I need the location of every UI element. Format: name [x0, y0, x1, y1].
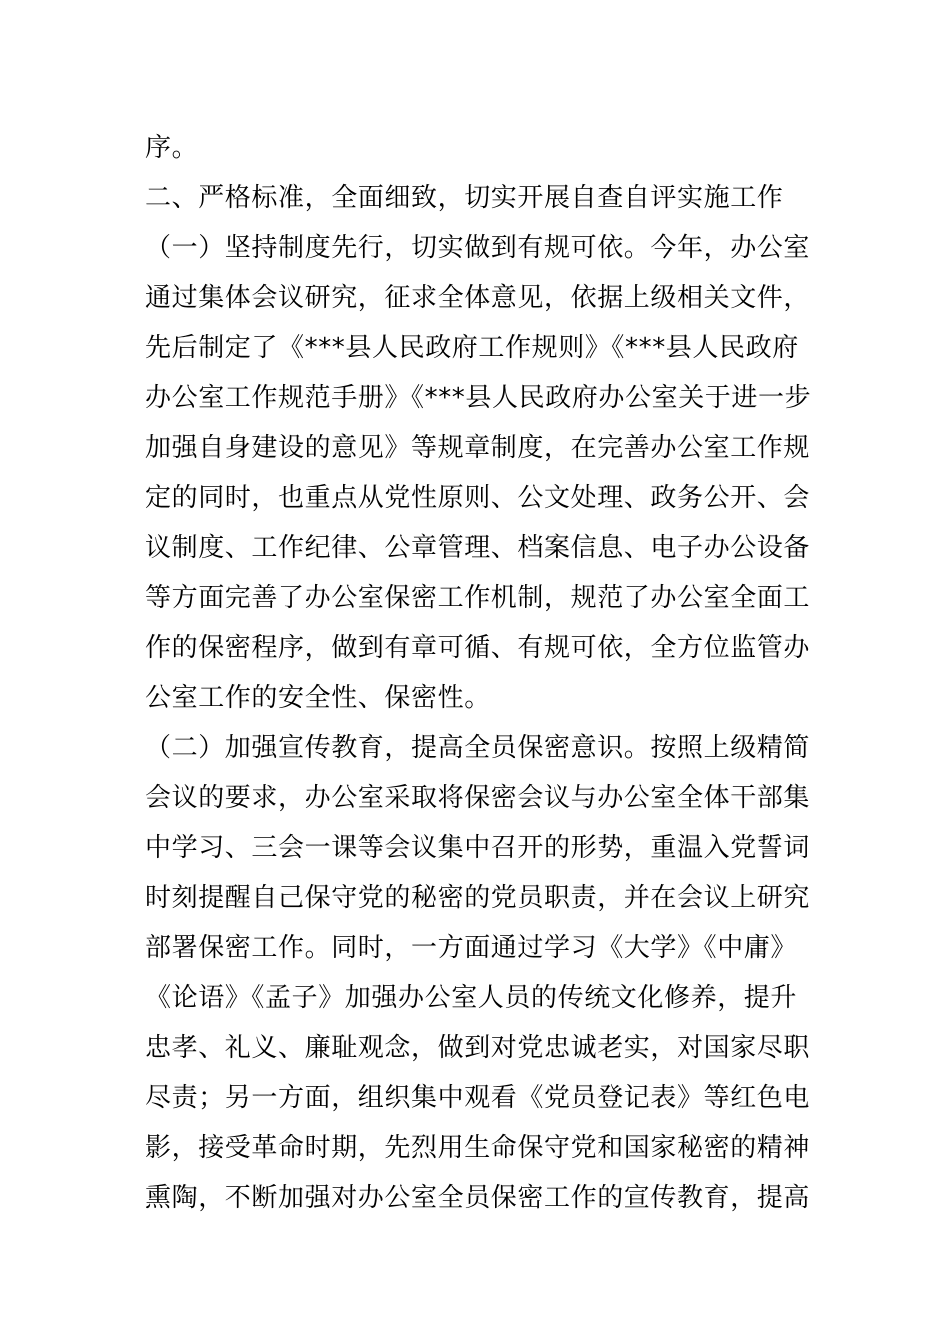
text-line: 《论语》《孟子》加强办公室人员的传统文化修养，提升: [145, 983, 798, 1013]
section-heading: 二、严格标准，全面细致，切实开展自查自评实施工作: [145, 183, 784, 213]
text-line: 忠孝、礼义、廉耻观念，做到对党忠诚老实，对国家尽职: [145, 1033, 811, 1063]
text-line: 等方面完善了办公室保密工作机制，规范了办公室全面工: [145, 583, 811, 613]
text-line: 先后制定了《***县人民政府工作规则》《***县人民政府: [145, 333, 799, 363]
text-line: 公室工作的安全性、保密性。: [145, 683, 491, 713]
text-line: 时刻提醒自己保守党的秘密的党员职责，并在会议上研究: [145, 883, 811, 913]
text-line: （二）加强宣传教育，提高全员保密意识。按照上级精简: [145, 733, 811, 763]
text-line: 部署保密工作。同时，一方面通过学习《大学》《中庸》: [145, 933, 798, 963]
text-line: 作的保密程序，做到有章可循、有规可依，全方位监管办: [145, 633, 811, 663]
text-line: 加强自身建设的意见》等规章制度，在完善办公室工作规: [145, 433, 811, 463]
text-line: 会议的要求，办公室采取将保密会议与办公室全体干部集: [145, 783, 811, 813]
text-line: 尽责；另一方面，组织集中观看《党员登记表》等红色电: [145, 1083, 811, 1113]
text-line: 熏陶，不断加强对办公室全员保密工作的宣传教育，提高: [145, 1183, 811, 1213]
text-line: 办公室工作规范手册》《***县人民政府办公室关于进一步: [145, 383, 812, 413]
text-line: 中学习、三会一课等会议集中召开的形势，重温入党誓词: [145, 833, 811, 863]
text-line: 议制度、工作纪律、公章管理、档案信息、电子办公设备: [145, 533, 811, 563]
text-line: 序。: [145, 133, 199, 163]
text-line: 影，接受革命时期，先烈用生命保守党和国家秘密的精神: [145, 1133, 811, 1163]
text-line: （一）坚持制度先行，切实做到有规可依。今年，办公室: [145, 233, 811, 263]
text-line: 通过集体会议研究，征求全体意见，依据上级相关文件，: [145, 283, 811, 313]
text-line: 定的同时，也重点从党性原则、公文处理、政务公开、会: [145, 483, 811, 513]
